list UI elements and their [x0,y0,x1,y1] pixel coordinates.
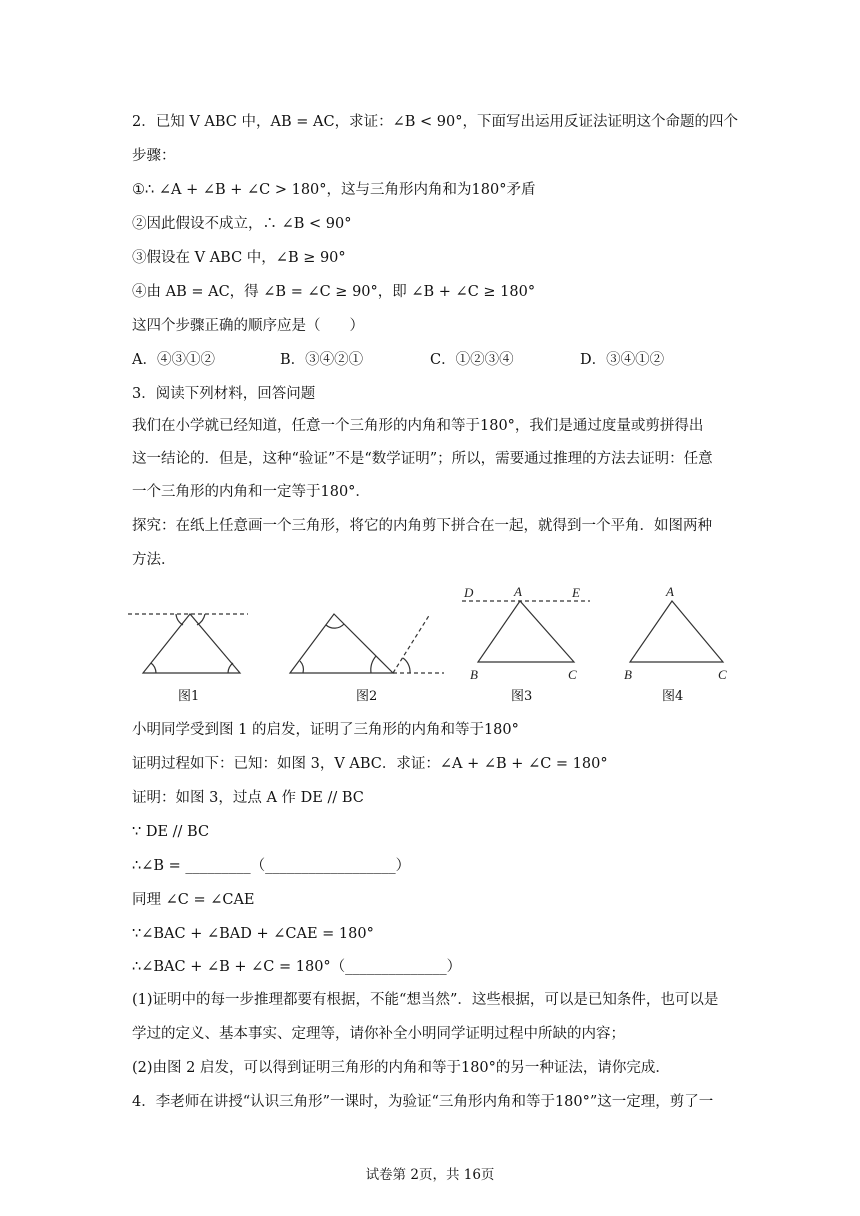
q3-proof-construct: 证明：如图 3，过点 A 作 DE // BC [132,790,364,806]
figure-1-caption: 图1 [178,689,200,704]
q4-stem-line1: 4．李老师在讲授“认识三角形”一课时，为验证“三角形内角和等于180°”这一定理，剪了一 [132,1094,714,1110]
fig3-label-b: B [470,667,478,682]
fig4-label-a: A [666,584,674,599]
q2-step4: ④由 AB = AC，得 ∠B = ∠C ≥ 90°，即 ∠B + ∠C ≥ 180° [132,284,536,300]
q2-step1: ①∴ ∠A + ∠B + ∠C > 180°，这与三角形内角和为180°矛盾 [132,182,536,198]
page-footer: 试卷第 2页，共 16页 [365,1167,495,1183]
q3-para-line1: 我们在小学就已经知道，任意一个三角形的内角和等于180°，我们是通过度量或剪拼得出 [132,418,704,434]
q3-title: 3．阅读下列材料，回答问题 [132,386,316,402]
triangle-figures [0,580,860,710]
q2-step3: ③假设在 V ABC 中，∠B ≥ 90° [132,250,346,266]
figure-1-diagram [128,614,248,673]
q3-proof-step3: 同理 ∠C = ∠CAE [132,892,255,908]
q3-para-line2: 这一结论的．但是，这种“验证”不是“数学证明”；所以，需要通过推理的方法去证明：任意 [132,451,713,467]
figure-3-diagram [462,584,590,682]
q2-option-b[interactable]: B．③④②① [280,352,364,368]
q2-option-a[interactable]: A．④③①② [132,352,215,368]
q3-subq1-line1: (1)证明中的每一步推理都要有根据，不能“想当然”．这些根据，可以是已知条件，也可以是 [132,992,719,1008]
fig3-label-e: E [572,585,580,600]
figure-4-diagram [624,584,727,682]
q3-subq2: (2)由图 2 启发，可以得到证明三角形的内角和等于180°的另一种证法，请你完成． [132,1060,670,1076]
q2-stem-line1: 2．已知 V ABC 中，AB = AC，求证：∠B < 90°，下面写出运用反证法证明这个命题的四个 [132,114,738,130]
q3-proof-given: 证明过程如下：已知：如图 3，V ABC．求证：∠A + ∠B + ∠C = 180° [132,756,608,772]
q3-explore-line2: 方法． [132,552,176,568]
q3-para-line3: 一个三角形的内角和一定等于180°． [132,484,370,500]
fig4-label-c: C [718,667,727,682]
figure-2-caption: 图2 [356,689,378,704]
fig3-label-d: D [464,585,474,600]
q3-proof-step5-blank[interactable]: ∴∠BAC + ∠B + ∠C = 180°（______________） [132,959,462,975]
q3-subq1-line2: 学过的定义、基本事实、定理等，请你补全小明同学证明过程中所缺的内容； [132,1026,625,1042]
figure-4-caption: 图4 [662,689,684,704]
fig3-label-c: C [568,667,577,682]
q2-option-c[interactable]: C．①②③④ [430,352,514,368]
q2-option-d[interactable]: D．③④①② [580,352,665,368]
fig4-label-b: B [624,667,632,682]
figure-3-caption: 图3 [511,689,533,704]
q3-proof-step4: ∵∠BAC + ∠BAD + ∠CAE = 180° [132,926,374,942]
q2-question: 这四个步骤正确的顺序应是（ ） [132,318,364,334]
q3-proof-step1: ∵ DE // BC [132,824,210,840]
q3-proof-intro: 小明同学受到图 1 的启发，证明了三角形的内角和等于180° [132,722,519,738]
fig3-label-a: A [514,584,522,599]
figure-2-diagram [290,614,444,673]
q2-stem-line2: 步骤： [132,148,176,164]
q3-explore-line1: 探究：在纸上任意画一个三角形，将它的内角剪下拼合在一起，就得到一个平角．如图两种 [132,518,712,534]
q3-proof-step2-blank[interactable]: ∴∠B = _________（__________________） [132,858,411,874]
q2-step2: ②因此假设不成立，∴ ∠B < 90° [132,216,352,232]
